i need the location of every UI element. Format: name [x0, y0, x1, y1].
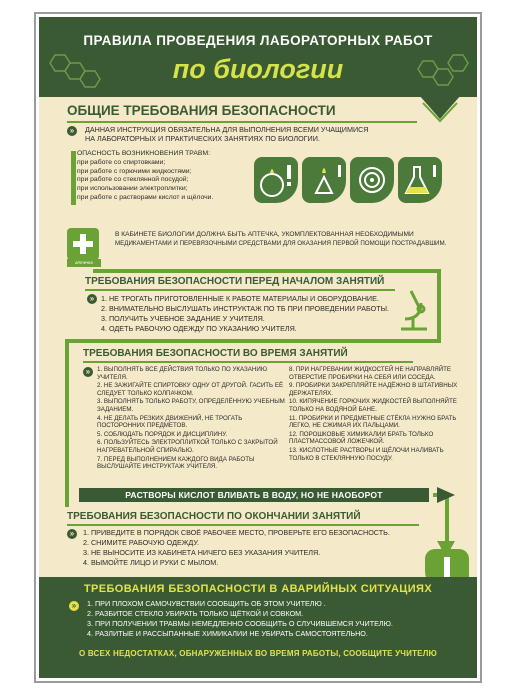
header-chevron-decoration — [419, 95, 461, 125]
list-item: 10. КИПЯЧЕНИЕ ГОРЮЧИХ ЖИДКОСТЕЙ ВЫПОЛНЯЙТЕ ТОЛЬКО НА ВОДЯНОЙ БАНЕ. — [289, 398, 457, 413]
list-item: 5. СОБЛЮДАТЬ ПОРЯДОК И ДИСЦИПЛИНУ. — [97, 430, 228, 438]
section-title-after: ТРЕБОВАНИЯ БЕЗОПАСНОСТИ ПО ОКОНЧАНИИ ЗАНЯТИЙ — [67, 511, 361, 522]
list-item: 3. НЕ ВЫНОСИТЕ ИЗ КАБИНЕТА НИЧЕГО БЕЗ УКАЗАНИЯ УЧИТЕЛЯ. — [83, 548, 321, 557]
list-item: 11. ПРОБИРКИ И ПРЕДМЕТНЫЕ СТЁКЛА НУЖНО БРАТЬ ЛЕГКО, НЕ СЖИМАЯ ИХ ПАЛЬЦАМИ. — [289, 414, 457, 430]
alcohol-lamp-icon — [254, 157, 298, 203]
flow-line — [93, 269, 441, 273]
section-divider — [85, 289, 395, 291]
first-aid-text-line-1: В КАБИНЕТЕ БИОЛОГИИ ДОЛЖНА БЫТЬ АПТЕЧКА, УКОМПЛЕКТОВАННАЯ НЕОБХОДИМЫМИ — [115, 231, 414, 238]
bullet-icon: » — [87, 294, 97, 304]
bullet-icon: » — [69, 601, 79, 611]
list-item: 1. ВЫПОЛНЯТЬ ВСЕ ДЕЙСТВИЯ ТОЛЬКО ПО УКАЗАНИЮ УЧИТЕЛЯ. — [97, 366, 268, 381]
section-title-before: ТРЕБОВАНИЯ БЕЗОПАСНОСТИ ПЕРЕД НАЧАЛОМ ЗАНЯТИЙ — [85, 276, 385, 287]
after-list — [83, 528, 390, 568]
bullet-icon: » — [67, 529, 77, 539]
section-divider — [67, 121, 417, 123]
danger-item: при работе со стеклянной посудой; — [77, 176, 189, 184]
before-list — [101, 294, 389, 334]
list-item: 3. ПРИ ПОЛУЧЕНИИ ТРАВМЫ НЕМЕДЛЕННО СООБЩИТЬ О СЛУЧИВШЕМСЯ УЧИТЕЛЮ. — [87, 619, 393, 628]
dangers-list — [77, 150, 229, 203]
section-divider — [83, 361, 413, 363]
list-item: 2. НЕ ЗАЖИГАЙТЕ СПИРТОВКУ ОДНУ ОТ ДРУГОЙ. ГАСИТЬ ЕЁ СЛЕДУЕТ ТОЛЬКО КОЛПАЧКОМ. — [97, 382, 284, 397]
section-divider — [67, 524, 419, 526]
section-title-general: ОБЩИЕ ТРЕБОВАНИЯ БЕЗОПАСНОСТИ — [67, 103, 336, 118]
during-list-left — [97, 366, 289, 472]
danger-item: при работе с растворами кислот и щёлочи. — [77, 193, 214, 201]
poster-subtitle: по биологии — [172, 54, 344, 84]
list-item: 1. ПРИВЕДИТЕ В ПОРЯДОК СВОЁ РАБОЧЕЕ МЕСТО, ПРОВЕРЬТЕ ЕГО БЕЗОПАСНОСТЬ. — [83, 528, 390, 537]
list-item: 4. НЕ ДЕЛАТЬ РЕЗКИХ ДВИЖЕНИЙ, НЕ ТРОГАТЬ ПОСТОРОННИХ ПРЕДМЕТОВ. — [97, 414, 243, 430]
section-title-during: ТРЕБОВАНИЯ БЕЗОПАСНОСТИ ВО ВРЕМЯ ЗАНЯТИЙ — [83, 348, 348, 359]
poster-title: ПРАВИЛА ПРОВЕДЕНИЯ ЛАБОРАТОРНЫХ РАБОТ — [83, 33, 433, 48]
danger-item: при работе с горючими жидкостями; — [77, 167, 192, 175]
first-aid-label: аптечка — [67, 259, 101, 267]
bullet-icon: » — [67, 126, 77, 136]
during-list-right — [289, 366, 467, 463]
list-item: 13. КИСЛОТНЫЕ РАСТВОРЫ И ЩЁЛОЧИ НАЛИВАТЬ ТОЛЬКО В СТЕКЛЯННУЮ ПОСУДУ. — [289, 446, 444, 462]
danger-item: при использовании электроплитки; — [77, 185, 188, 193]
general-intro-line-1: ДАННАЯ ИНСТРУКЦИЯ ОБЯЗАТЕЛЬНА ДЛЯ ВЫПОЛНЕНИЯ ВСЕМИ УЧАЩИМИСЯ — [85, 125, 369, 134]
list-item: 2. ВНИМАТЕЛЬНО ВЫСЛУШАТЬ ИНСТРУКТАЖ ПО ТБ ПРИ ПРОВЕДЕНИИ РАБОТЫ. — [101, 304, 389, 313]
list-item: 8. ПРИ НАГРЕВАНИИ ЖИДКОСТЕЙ НЕ НАПРАВЛЯЙТЕ ОТВЕРСТИЕ ПРОБИРКИ НА СЕБЯ ИЛИ СОСЕДА. — [289, 366, 452, 381]
list-item: 4. ОДЕТЬ РАБОЧУЮ ОДЕЖДУ ПО УКАЗАНИЮ УЧИТЕЛЯ. — [101, 324, 297, 333]
list-item: 9. ПРОБИРКИ ЗАКРЕПЛЯЙТЕ НАДЁЖНО В ШТАТИВНЫХ ДЕРЖАТЕЛЯХ. — [289, 382, 458, 397]
poster-header — [39, 17, 477, 97]
microscope-icon — [391, 283, 435, 333]
arrow-right-icon — [435, 483, 459, 507]
list-item: 2. РАЗБИТОЕ СТЕКЛО УБИРАТЬ ТОЛЬКО ЩЁТКОЙ И СОВКОМ. — [87, 609, 304, 618]
section-title-emergency: ТРЕБОВАНИЯ БЕЗОПАСНОСТИ В АВАРИЙНЫХ СИТУАЦИЯХ — [83, 583, 433, 595]
flame-flask-icon — [302, 157, 346, 203]
list-item: 2. СНИМИТЕ РАБОЧУЮ ОДЕЖДУ. — [83, 538, 199, 547]
dangers-bar — [71, 151, 76, 205]
acid-warning-banner: РАСТВОРЫ КИСЛОТ ВЛИВАТЬ В ВОДУ, НО НЕ НАОБОРОТ — [79, 488, 429, 502]
poster — [39, 17, 477, 678]
list-item: 3. ВЫПОЛНЯТЬ ТОЛЬКО РАБОТУ, ОПРЕДЕЛЁННУЮ УЧЕБНЫМ ЗАДАНИЕМ. — [97, 398, 285, 413]
list-item: 6. ПОЛЬЗУЙТЕСЬ ЭЛЕКТРОПЛИТКОЙ ТОЛЬКО С ЗАКРЫТОЙ НАГРЕВАТЕЛЬНОЙ СПИРАЛЬЮ. — [97, 439, 278, 454]
general-intro-line-2: НА ЛАБОРАТОРНЫХ И ПРАКТИЧЕСКИХ ЗАНЯТИЯХ ПО БИОЛОГИИ. — [85, 134, 320, 143]
list-item: 12. ПОРОШКОВЫЕ ХИМИКАЛИИ БРАТЬ ТОЛЬКО ПЛАСТМАССОВОЙ ЛОЖЕЧКОЙ. — [289, 430, 434, 446]
first-aid-text-line-2: МЕДИКАМЕНТАМИ И ПЕРЕВЯЗОЧНЫМИ СРЕДСТВАМИ ДЛЯ ОКАЗАНИЯ ПЕРВОЙ ПОМОЩИ ПОСТРАДАВШИМ. — [115, 240, 447, 247]
heating-coil-icon — [350, 157, 394, 203]
bullet-icon: » — [83, 367, 93, 377]
flow-line — [65, 339, 69, 507]
list-item: 1. НЕ ТРОГАТЬ ПРИГОТОВЛЕННЫЕ К РАБОТЕ МАТЕРИАЛЫ И ОБОРУДОВАНИЕ. — [101, 294, 379, 303]
first-aid-icon — [67, 228, 99, 260]
emergency-list — [87, 599, 393, 639]
report-note: О ВСЕХ НЕДОСТАТКАХ, ОБНАРУЖЕННЫХ ВО ВРЕМЯ РАБОТЫ, СООБЩИТЕ УЧИТЕЛЮ — [79, 649, 437, 658]
list-item: 7. ПЕРЕД ВЫПОЛНЕНИЕМ КАЖДОГО ВИДА РАБОТЫ ВЫСЛУШАЙТЕ ИНСТРУКТАЖ УЧИТЕЛЯ. — [97, 455, 255, 471]
danger-item: при работе со спиртовками; — [77, 158, 166, 166]
flow-line — [65, 339, 441, 343]
list-item: 4. ВЫМОЙТЕ ЛИЦО И РУКИ С МЫЛОМ. — [83, 558, 219, 567]
list-item: 3. ПОЛУЧИТЬ УЧЕБНОЕ ЗАДАНИЕ У УЧИТЕЛЯ. — [101, 314, 265, 323]
list-item: 1. ПРИ ПЛОХОМ САМОЧУВСТВИИ СООБЩИТЬ ОБ ЭТОМ УЧИТЕЛЮ . — [87, 599, 326, 608]
flow-line — [437, 269, 441, 343]
chemical-flask-icon — [398, 157, 442, 203]
list-item: 4. РАЗЛИТЫЕ И РАССЫПАННЫЕ ХИМИКАЛИИ НЕ УБИРАТЬ САМОСТОЯТЕЛЬНО. — [87, 629, 368, 638]
dangers-heading: ОПАСНОСТЬ ВОЗНИКНОВЕНИЯ ТРАВМ: — [77, 150, 210, 157]
